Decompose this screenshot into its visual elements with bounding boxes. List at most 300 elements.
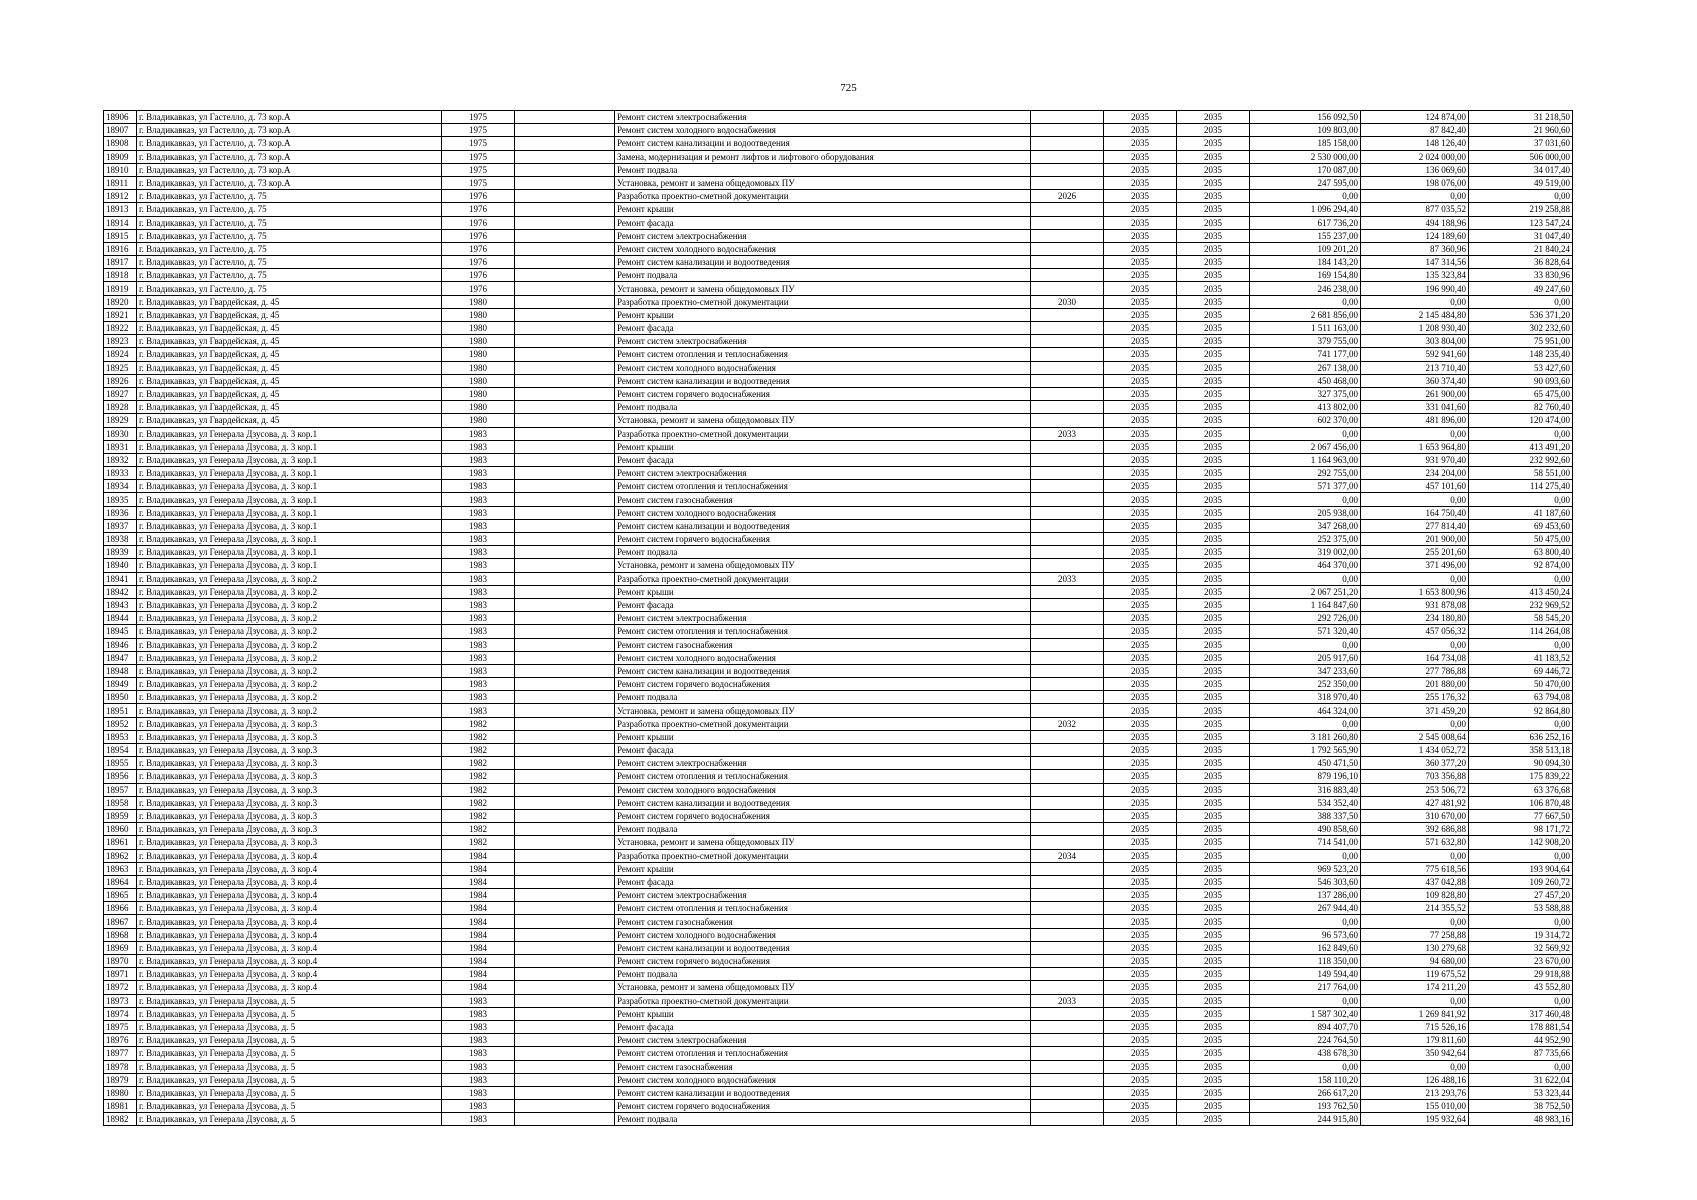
address-cell: г. Владикавказ, ул Генерала Дзусова, д. 3 кор.4 [137,928,442,941]
owner-cost-cell: 0,00 [1469,190,1573,203]
row-number-cell: 18939 [104,546,137,559]
owner-cost-cell: 114 264,08 [1469,625,1573,638]
address-cell: г. Владикавказ, ул Гвардейская, д. 45 [137,401,442,414]
plan-end-year-cell: 2035 [1177,902,1250,915]
plan-end-year-cell: 2035 [1177,348,1250,361]
total-cost-cell: 490 858,60 [1250,823,1361,836]
blank-cell-cell [515,691,615,704]
plan-end-year-cell: 2035 [1177,269,1250,282]
construction-year-cell: 1984 [442,941,515,954]
page-number: 725 [840,82,857,94]
plan-end-year-cell: 2035 [1177,1007,1250,1020]
construction-year-cell: 1980 [442,322,515,335]
blank-cell-cell [515,1113,615,1126]
blank-cell-cell [515,823,615,836]
construction-year-cell: 1980 [442,308,515,321]
plan-end-year-cell: 2035 [1177,889,1250,902]
plan-end-year-cell: 2035 [1177,1047,1250,1060]
design-year-cell [1031,770,1104,783]
work-type-cell: Ремонт подвала [615,269,1031,282]
total-cost-cell: 109 803,00 [1250,124,1361,137]
plan-start-year-cell: 2035 [1104,1034,1177,1047]
blank-cell-cell [515,638,615,651]
table-row [104,585,1573,598]
owner-cost-cell: 23 670,00 [1469,955,1573,968]
owner-cost-cell: 29 918,88 [1469,968,1573,981]
total-cost-cell: 292 726,00 [1250,612,1361,625]
table-row [104,137,1573,150]
work-type-cell: Ремонт крыши [615,1007,1031,1020]
total-cost-cell: 252 350,00 [1250,678,1361,691]
plan-start-year-cell: 2035 [1104,875,1177,888]
row-number-cell: 18911 [104,176,137,189]
construction-year-cell: 1982 [442,823,515,836]
table-row [104,757,1573,770]
owner-cost-cell: 413 491,20 [1469,440,1573,453]
table-row [104,862,1573,875]
total-cost-cell: 534 352,40 [1250,796,1361,809]
plan-start-year-cell: 2035 [1104,585,1177,598]
plan-start-year-cell: 2035 [1104,229,1177,242]
plan-start-year-cell: 2035 [1104,1047,1177,1060]
address-cell: г. Владикавказ, ул Гастелло, д. 73 кор.А [137,124,442,137]
plan-end-year-cell: 2035 [1177,203,1250,216]
plan-start-year-cell: 2035 [1104,625,1177,638]
fund-cost-cell: 255 176,32 [1361,691,1469,704]
owner-cost-cell: 232 969,52 [1469,598,1573,611]
construction-year-cell: 1976 [442,242,515,255]
construction-year-cell: 1982 [442,717,515,730]
owner-cost-cell: 317 460,48 [1469,1007,1573,1020]
fund-cost-cell: 392 686,88 [1361,823,1469,836]
blank-cell-cell [515,915,615,928]
address-cell: г. Владикавказ, ул Гвардейская, д. 45 [137,295,442,308]
fund-cost-cell: 371 459,20 [1361,704,1469,717]
owner-cost-cell: 21 840,24 [1469,242,1573,255]
construction-year-cell: 1976 [442,256,515,269]
design-year-cell [1031,836,1104,849]
fund-cost-cell: 2 145 484,80 [1361,308,1469,321]
total-cost-cell: 413 802,00 [1250,401,1361,414]
fund-cost-cell: 0,00 [1361,915,1469,928]
row-number-cell: 18969 [104,941,137,954]
plan-end-year-cell: 2035 [1177,757,1250,770]
address-cell: г. Владикавказ, ул Генерала Дзусова, д. 3 кор.4 [137,889,442,902]
design-year-cell [1031,546,1104,559]
total-cost-cell: 327 375,00 [1250,387,1361,400]
plan-start-year-cell: 2035 [1104,744,1177,757]
plan-end-year-cell: 2035 [1177,730,1250,743]
row-number-cell: 18931 [104,440,137,453]
construction-year-cell: 1980 [442,295,515,308]
fund-cost-cell: 0,00 [1361,1060,1469,1073]
work-type-cell: Ремонт систем отопления и теплоснабжения [615,625,1031,638]
blank-cell-cell [515,414,615,427]
plan-start-year-cell: 2035 [1104,612,1177,625]
total-cost-cell: 388 337,50 [1250,809,1361,822]
address-cell: г. Владикавказ, ул Генерала Дзусова, д. 3 кор.1 [137,519,442,532]
plan-end-year-cell: 2035 [1177,994,1250,1007]
fund-cost-cell: 350 942,64 [1361,1047,1469,1060]
design-year-cell: 2034 [1031,849,1104,862]
construction-year-cell: 1982 [442,770,515,783]
owner-cost-cell: 98 171,72 [1469,823,1573,836]
plan-end-year-cell: 2035 [1177,519,1250,532]
fund-cost-cell: 126 488,16 [1361,1073,1469,1086]
design-year-cell [1031,823,1104,836]
blank-cell-cell [515,994,615,1007]
fund-cost-cell: 371 496,00 [1361,559,1469,572]
design-year-cell [1031,585,1104,598]
work-type-cell: Ремонт систем холодного водоснабжения [615,928,1031,941]
fund-cost-cell: 164 750,40 [1361,506,1469,519]
table-row [104,664,1573,677]
construction-year-cell: 1983 [442,533,515,546]
fund-cost-cell: 148 126,40 [1361,137,1469,150]
blank-cell-cell [515,625,615,638]
plan-end-year-cell: 2035 [1177,651,1250,664]
table-row [104,928,1573,941]
work-type-cell: Ремонт фасада [615,322,1031,335]
address-cell: г. Владикавказ, ул Генерала Дзусова, д. 3 кор.2 [137,691,442,704]
plan-start-year-cell: 2035 [1104,137,1177,150]
plan-start-year-cell: 2035 [1104,361,1177,374]
owner-cost-cell: 34 017,40 [1469,163,1573,176]
plan-end-year-cell: 2035 [1177,282,1250,295]
blank-cell-cell [515,1047,615,1060]
plan-end-year-cell: 2035 [1177,533,1250,546]
work-type-cell: Ремонт систем канализации и водоотведения [615,374,1031,387]
row-number-cell: 18955 [104,757,137,770]
work-type-cell: Разработка проектно-сметной документации [615,190,1031,203]
construction-year-cell: 1983 [442,506,515,519]
blank-cell-cell [515,256,615,269]
design-year-cell [1031,744,1104,757]
address-cell: г. Владикавказ, ул Генерала Дзусова, д. 3 кор.3 [137,823,442,836]
table-row [104,387,1573,400]
table-row [104,480,1573,493]
table-row [104,216,1573,229]
table-row [104,625,1573,638]
table-row [104,190,1573,203]
fund-cost-cell: 0,00 [1361,295,1469,308]
plan-end-year-cell: 2035 [1177,1100,1250,1113]
design-year-cell [1031,757,1104,770]
fund-cost-cell: 136 069,60 [1361,163,1469,176]
address-cell: г. Владикавказ, ул Гастелло, д. 75 [137,256,442,269]
construction-year-cell: 1983 [442,612,515,625]
row-number-cell: 18971 [104,968,137,981]
fund-cost-cell: 213 293,76 [1361,1086,1469,1099]
row-number-cell: 18975 [104,1020,137,1033]
table-row [104,730,1573,743]
owner-cost-cell: 69 453,60 [1469,519,1573,532]
row-number-cell: 18981 [104,1100,137,1113]
row-number-cell: 18966 [104,902,137,915]
address-cell: г. Владикавказ, ул Гвардейская, д. 45 [137,322,442,335]
work-type-cell: Ремонт подвала [615,401,1031,414]
table-row [104,1047,1573,1060]
blank-cell-cell [515,361,615,374]
total-cost-cell: 714 541,00 [1250,836,1361,849]
fund-cost-cell: 310 670,00 [1361,809,1469,822]
work-type-cell: Ремонт систем холодного водоснабжения [615,783,1031,796]
design-year-cell [1031,678,1104,691]
construction-year-cell: 1975 [442,124,515,137]
owner-cost-cell: 77 667,50 [1469,809,1573,822]
address-cell: г. Владикавказ, ул Генерала Дзусова, д. 3 кор.1 [137,559,442,572]
construction-year-cell: 1975 [442,137,515,150]
design-year-cell [1031,915,1104,928]
work-type-cell: Ремонт систем газоснабжения [615,915,1031,928]
construction-year-cell: 1983 [442,1073,515,1086]
plan-end-year-cell: 2035 [1177,981,1250,994]
table-row [104,176,1573,189]
work-type-cell: Ремонт крыши [615,862,1031,875]
address-cell: г. Владикавказ, ул Гвардейская, д. 45 [137,361,442,374]
plan-start-year-cell: 2035 [1104,348,1177,361]
owner-cost-cell: 0,00 [1469,427,1573,440]
plan-start-year-cell: 2035 [1104,902,1177,915]
fund-cost-cell: 481 896,00 [1361,414,1469,427]
work-type-cell: Ремонт систем холодного водоснабжения [615,651,1031,664]
table-row [104,242,1573,255]
table-row [104,519,1573,532]
design-year-cell [1031,493,1104,506]
total-cost-cell: 0,00 [1250,1060,1361,1073]
row-number-cell: 18920 [104,295,137,308]
total-cost-cell: 185 158,00 [1250,137,1361,150]
construction-year-cell: 1980 [442,361,515,374]
plan-end-year-cell: 2035 [1177,256,1250,269]
fund-cost-cell: 0,00 [1361,849,1469,862]
fund-cost-cell: 130 279,68 [1361,941,1469,954]
address-cell: г. Владикавказ, ул Генерала Дзусова, д. 3 кор.3 [137,796,442,809]
fund-cost-cell: 0,00 [1361,572,1469,585]
fund-cost-cell: 277 786,88 [1361,664,1469,677]
fund-cost-cell: 109 828,80 [1361,889,1469,902]
construction-year-cell: 1975 [442,176,515,189]
total-cost-cell: 741 177,00 [1250,348,1361,361]
work-type-cell: Ремонт систем горячего водоснабжения [615,387,1031,400]
blank-cell-cell [515,1073,615,1086]
design-year-cell [1031,203,1104,216]
plan-start-year-cell: 2035 [1104,335,1177,348]
plan-start-year-cell: 2035 [1104,862,1177,875]
design-year-cell: 2032 [1031,717,1104,730]
fund-cost-cell: 174 211,20 [1361,981,1469,994]
blank-cell-cell [515,598,615,611]
construction-year-cell: 1983 [442,691,515,704]
total-cost-cell: 96 573,60 [1250,928,1361,941]
row-number-cell: 18909 [104,150,137,163]
construction-year-cell: 1983 [442,678,515,691]
address-cell: г. Владикавказ, ул Генерала Дзусова, д. 3 кор.2 [137,625,442,638]
construction-year-cell: 1982 [442,836,515,849]
owner-cost-cell: 413 450,24 [1469,585,1573,598]
plan-start-year-cell: 2035 [1104,809,1177,822]
work-type-cell: Ремонт систем холодного водоснабжения [615,242,1031,255]
construction-year-cell: 1980 [442,414,515,427]
owner-cost-cell: 92 864,80 [1469,704,1573,717]
row-number-cell: 18976 [104,1034,137,1047]
total-cost-cell: 184 143,20 [1250,256,1361,269]
table-row [104,269,1573,282]
blank-cell-cell [515,572,615,585]
row-number-cell: 18958 [104,796,137,809]
fund-cost-cell: 0,00 [1361,717,1469,730]
fund-cost-cell: 234 204,00 [1361,467,1469,480]
table-row [104,467,1573,480]
blank-cell-cell [515,163,615,176]
table-row [104,348,1573,361]
fund-cost-cell: 1 434 052,72 [1361,744,1469,757]
owner-cost-cell: 19 314,72 [1469,928,1573,941]
blank-cell-cell [515,809,615,822]
row-number-cell: 18921 [104,308,137,321]
design-year-cell [1031,704,1104,717]
plan-start-year-cell: 2035 [1104,1073,1177,1086]
owner-cost-cell: 37 031,60 [1469,137,1573,150]
plan-start-year-cell: 2035 [1104,704,1177,717]
total-cost-cell: 2 067 251,20 [1250,585,1361,598]
plan-start-year-cell: 2035 [1104,572,1177,585]
construction-year-cell: 1980 [442,335,515,348]
total-cost-cell: 1 587 302,40 [1250,1007,1361,1020]
construction-year-cell: 1983 [442,664,515,677]
table-row [104,823,1573,836]
plan-start-year-cell: 2035 [1104,387,1177,400]
address-cell: г. Владикавказ, ул Генерала Дзусова, д. 3 кор.3 [137,783,442,796]
owner-cost-cell: 0,00 [1469,994,1573,1007]
blank-cell-cell [515,493,615,506]
construction-year-cell: 1975 [442,163,515,176]
plan-end-year-cell: 2035 [1177,480,1250,493]
address-cell: г. Владикавказ, ул Генерала Дзусова, д. 3 кор.1 [137,440,442,453]
owner-cost-cell: 0,00 [1469,717,1573,730]
plan-end-year-cell: 2035 [1177,176,1250,189]
plan-start-year-cell: 2035 [1104,717,1177,730]
plan-start-year-cell: 2035 [1104,295,1177,308]
fund-cost-cell: 0,00 [1361,638,1469,651]
fund-cost-cell: 196 990,40 [1361,282,1469,295]
table-row [104,744,1573,757]
owner-cost-cell: 506 000,00 [1469,150,1573,163]
fund-cost-cell: 87 360,96 [1361,242,1469,255]
work-type-cell: Ремонт фасада [615,744,1031,757]
work-type-cell: Ремонт подвала [615,1113,1031,1126]
row-number-cell: 18979 [104,1073,137,1086]
construction-year-cell: 1983 [442,1020,515,1033]
plan-end-year-cell: 2035 [1177,968,1250,981]
table-row [104,1020,1573,1033]
fund-cost-cell: 124 189,60 [1361,229,1469,242]
plan-start-year-cell: 2035 [1104,427,1177,440]
work-type-cell: Ремонт подвала [615,691,1031,704]
plan-start-year-cell: 2035 [1104,480,1177,493]
total-cost-cell: 118 350,00 [1250,955,1361,968]
design-year-cell [1031,1113,1104,1126]
total-cost-cell: 267 944,40 [1250,902,1361,915]
work-type-cell: Разработка проектно-сметной документации [615,994,1031,1007]
construction-year-cell: 1980 [442,401,515,414]
table-row [104,1034,1573,1047]
address-cell: г. Владикавказ, ул Генерала Дзусова, д. 5 [137,1060,442,1073]
fund-cost-cell: 214 355,52 [1361,902,1469,915]
plan-end-year-cell: 2035 [1177,453,1250,466]
owner-cost-cell: 0,00 [1469,849,1573,862]
table-row [104,955,1573,968]
address-cell: г. Владикавказ, ул Генерала Дзусова, д. 3 кор.3 [137,836,442,849]
blank-cell-cell [515,137,615,150]
plan-end-year-cell: 2035 [1177,928,1250,941]
table-row [104,717,1573,730]
blank-cell-cell [515,889,615,902]
plan-end-year-cell: 2035 [1177,585,1250,598]
plan-start-year-cell: 2035 [1104,730,1177,743]
blank-cell-cell [515,401,615,414]
design-year-cell [1031,335,1104,348]
fund-cost-cell: 457 101,60 [1361,480,1469,493]
blank-cell-cell [515,559,615,572]
work-type-cell: Ремонт систем канализации и водоотведения [615,664,1031,677]
total-cost-cell: 0,00 [1250,493,1361,506]
work-type-cell: Замена, модернизация и ремонт лифтов и лифтового оборудования [615,150,1031,163]
owner-cost-cell: 109 260,72 [1469,875,1573,888]
table-row [104,493,1573,506]
fund-cost-cell: 164 734,08 [1361,651,1469,664]
plan-start-year-cell: 2035 [1104,1060,1177,1073]
blank-cell-cell [515,216,615,229]
design-year-cell [1031,440,1104,453]
row-number-cell: 18970 [104,955,137,968]
owner-cost-cell: 38 752,50 [1469,1100,1573,1113]
address-cell: г. Владикавказ, ул Гвардейская, д. 45 [137,348,442,361]
work-type-cell: Ремонт систем отопления и теплоснабжения [615,770,1031,783]
construction-year-cell: 1983 [442,1007,515,1020]
construction-year-cell: 1983 [442,467,515,480]
work-type-cell: Ремонт крыши [615,585,1031,598]
fund-cost-cell: 715 526,16 [1361,1020,1469,1033]
address-cell: г. Владикавказ, ул Генерала Дзусова, д. 3 кор.3 [137,757,442,770]
work-type-cell: Установка, ремонт и замена общедомовых ПУ [615,282,1031,295]
fund-cost-cell: 931 878,08 [1361,598,1469,611]
plan-end-year-cell: 2035 [1177,704,1250,717]
table-row [104,322,1573,335]
blank-cell-cell [515,546,615,559]
fund-cost-cell: 213 710,40 [1361,361,1469,374]
address-cell: г. Владикавказ, ул Генерала Дзусова, д. 5 [137,1047,442,1060]
table-row [104,638,1573,651]
blank-cell-cell [515,348,615,361]
work-type-cell: Ремонт систем горячего водоснабжения [615,533,1031,546]
fund-cost-cell: 427 481,92 [1361,796,1469,809]
row-number-cell: 18938 [104,533,137,546]
address-cell: г. Владикавказ, ул Генерала Дзусова, д. 3 кор.4 [137,968,442,981]
blank-cell-cell [515,651,615,664]
blank-cell-cell [515,783,615,796]
construction-year-cell: 1982 [442,783,515,796]
plan-end-year-cell: 2035 [1177,387,1250,400]
blank-cell-cell [515,836,615,849]
owner-cost-cell: 32 569,92 [1469,941,1573,954]
address-cell: г. Владикавказ, ул Генерала Дзусова, д. 3 кор.3 [137,770,442,783]
plan-end-year-cell: 2035 [1177,625,1250,638]
fund-cost-cell: 0,00 [1361,427,1469,440]
address-cell: г. Владикавказ, ул Генерала Дзусова, д. 3 кор.1 [137,453,442,466]
address-cell: г. Владикавказ, ул Гастелло, д. 73 кор.А [137,176,442,189]
owner-cost-cell: 53 588,88 [1469,902,1573,915]
